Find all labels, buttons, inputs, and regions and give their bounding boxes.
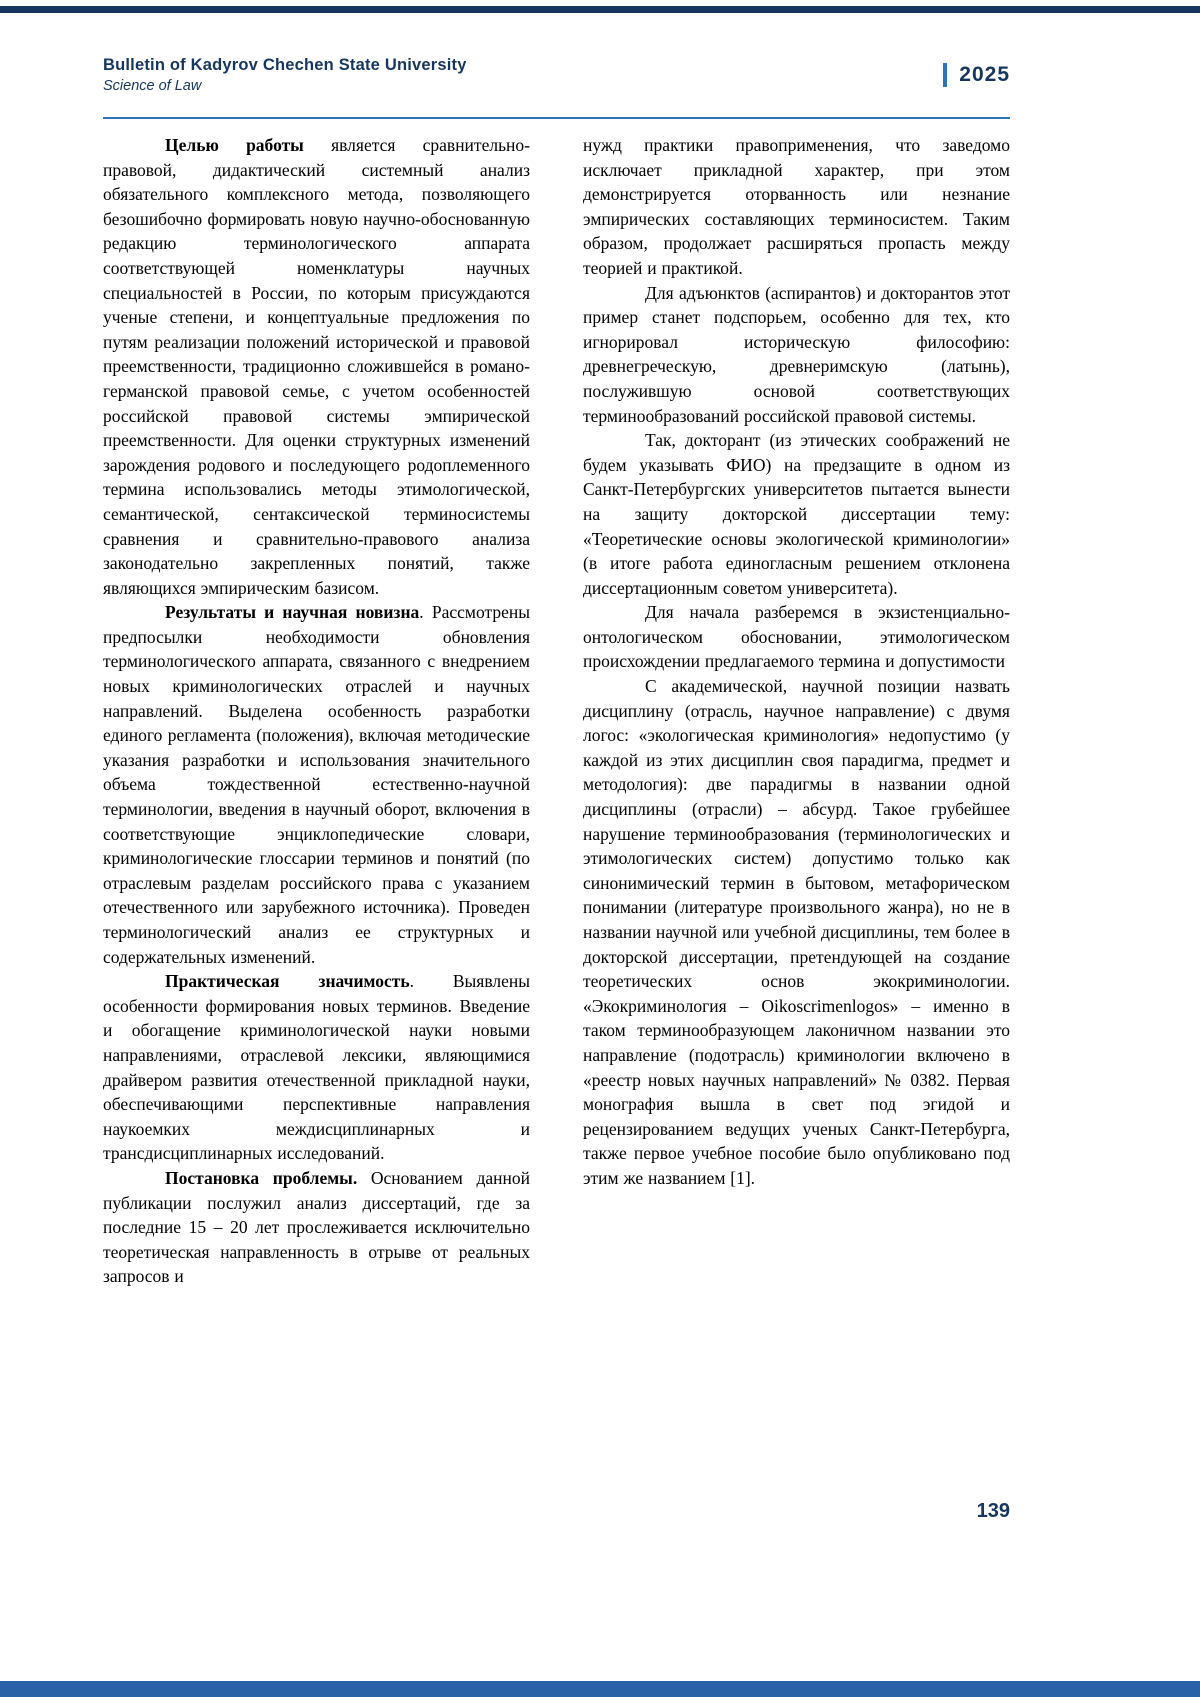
paragraph-adjuncts: [583, 281, 1010, 429]
year-label: 2025: [959, 63, 1010, 86]
paragraph-lead: Практическая значимость: [165, 971, 410, 992]
paragraph-continuation: [583, 133, 1010, 281]
page-number: 139: [976, 1500, 1010, 1522]
paragraph-text: является сравнительно-правовой, дидактический системный анализ обязательного комплексного метода, позволяющего безошибочно формировать новую научно-обоснованную редакцию терминологического аппарата соответствующей номенклатуры научных специальностей в России, по которым присуждаются ученые степени, и концептуальные предложения по путям реализации положений исторической и правовой преемственности, традиционно сложившейся в романо-германской правовой семье, с учетом особенностей российской правовой системы эмпирической преемственности. Для оценки структурных изменений зарождения родового и последующего родоплеменного термина использовались методы этимологической, семантической, сентаксической терминосистемы сравнения и сравнительно-правового анализа законодательно закрепленных понятий, также являющихся эмпирическим базисом.: [103, 135, 530, 598]
left-column: [103, 133, 530, 1289]
paragraph-lead: Целью работы: [165, 135, 304, 155]
paragraph-problem-statement: [103, 1166, 530, 1289]
paragraph-goal: [103, 133, 530, 600]
header-year-block: [943, 63, 1010, 87]
paragraph-ontology-intro: [583, 600, 1010, 674]
page-header: [103, 56, 1010, 94]
paragraph-text: Для начала разберемся в экзистенциально-онтологическом обосновании, этимологическом происхождении предлагаемого термина и допустимости: [583, 602, 1010, 672]
paragraph-text: . Выявлены особенности формирования новых терминов. Введение и обогащение криминологической науки новыми направлениями, отраслевой лексики, являющимися драйвером развития отечественной прикладной науки, обеспечивающими перспективные направления наукоемких междисциплинарных и трансдисциплинарных исследований.: [103, 971, 531, 1164]
paragraph-text: С академической, научной позиции назвать дисциплину (отрасль, научное направление) с двумя логос: «экологическая криминология» недопустимо (у каждой из этих дисциплин своя парадигма, предмет и методология): две парадигмы в названии одной дисциплины (отрасли) – абсурд. Такое грубейшее нарушение терминообразования (терминологических и этимологических систем) допустимо только как синонимический термин в бытовом, метафорическом понимании (литературе произвольного жанра), но не в названии научной или учебной дисциплины, тем более в докторской диссертации, претендующей на создание теоретических основ экокриминологии. «Экокриминология – Oikoscrimenlogos» – именно в таком терминообразующем лаконичном названии это направление (подотрасль) криминологии включено в «реестр новых научных направлений» № 0382. Первая монография вышла в свет под эгидой и рецензированием ведущих ученых Санкт-Петербурга, также первое учебное пособие было опубликовано под этим же названием [1].: [583, 676, 1010, 1188]
paragraph-results: [103, 600, 530, 969]
journal-identity: [103, 56, 467, 94]
bottom-accent-bar: [0, 1681, 1200, 1697]
year-divider-bar: [943, 63, 947, 87]
paragraph-doctoral-example: [583, 428, 1010, 600]
paragraph-text: Так, докторант (из этических соображений не будем указывать ФИО) на предзащите в одном из Санкт-Петербургских университетов пытается вынести на защиту докторской диссертации тему: «Теоретические основы экологической криминологии» (в итоге работа единогласным решением отклонена диссертационным советом университета).: [583, 430, 1010, 598]
paragraph-text: . Рассмотрены предпосылки необходимости обновления терминологического аппарата, связанного с внедрением новых криминологических отраслей и научных направлений. Выделена особенность разработки единого регламента (положения), включая методические указания разработки и использования значительного объема тождественной естественно-научной терминологии, введения в научный оборот, включения в соответствующие энциклопедические словари, криминологические глоссарии терминов и понятий (по отраслевым разделам российского права с указанием отечественного или зарубежного источника). Проведен терминологический анализ ее структурных и содержательных изменений.: [103, 602, 530, 967]
paragraph-text: нужд практики правоприменения, что заведомо исключает прикладной характер, при этом демонстрируется оторванность или незнание эмпирических составляющих терминосистем. Таким образом, продолжает расширяться пропасть между теорией и практикой.: [583, 135, 1010, 278]
article-body: [103, 133, 1010, 1289]
paragraph-text: Основанием данной публикации послужил анализ диссертаций, где за последние 15 – 20 лет прослеживается исключительно теоретическая направленность в отрыве от реальных запросов и: [103, 1167, 530, 1287]
journal-title: Bulletin of Kadyrov Chechen State University: [103, 56, 467, 74]
paragraph-lead: Результаты и научная новизна: [165, 602, 420, 623]
paragraph-practical-significance: [103, 969, 530, 1166]
paragraph-lead: Постановка проблемы.: [165, 1167, 358, 1188]
journal-subtitle: Science of Law: [103, 78, 202, 94]
top-accent-bar: [0, 6, 1200, 13]
paragraph-text: Для адъюнктов (аспирантов) и докторантов этот пример станет подспорьем, особенно для тех, кто игнорировал историческую философию: древнегреческую, древнеримскую (латынь), послужившую основой соответствующих терминообразований российской правовой системы.: [583, 282, 1010, 426]
right-column: [583, 133, 1010, 1289]
header-rule: [103, 117, 1010, 119]
paragraph-academic-position: [583, 674, 1010, 1190]
